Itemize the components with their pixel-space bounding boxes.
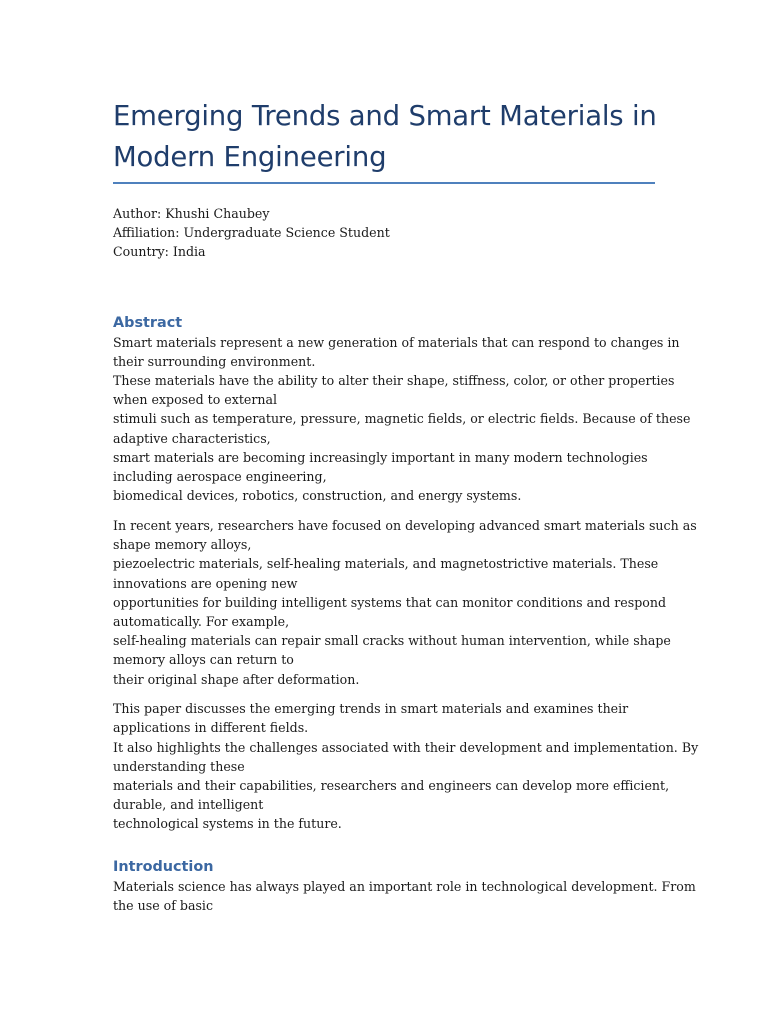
- text-line: piezoelectric materials, self-healing materials, and magnetostrictive materials. These: [113, 556, 659, 572]
- text-line: smart materials are becoming increasingly important in many modern technologies: [113, 449, 648, 465]
- text-line: biomedical devices, robotics, construction, and energy systems.: [113, 488, 522, 504]
- introduction-paragraph: [113, 877, 696, 915]
- text-line: These materials have the ability to alter their shape, stiffness, color, or other properties: [113, 373, 675, 389]
- text-line: including aerospace engineering,: [113, 469, 327, 485]
- text-line: Materials science has always played an important role in technological development. From: [113, 878, 696, 894]
- document-title: [113, 96, 655, 178]
- introduction-heading: Introduction: [113, 858, 214, 875]
- text-line: It also highlights the challenges associated with their development and implementation. By: [113, 739, 699, 755]
- text-line: stimuli such as temperature, pressure, magnetic fields, or electric fields. Because of these: [113, 411, 691, 427]
- text-line: their surrounding environment.: [113, 353, 316, 369]
- text-line: memory alloys can return to: [113, 652, 294, 668]
- abstract-paragraph: [113, 333, 691, 506]
- text-line: their original shape after deformation.: [113, 671, 360, 687]
- abstract-paragraph: [113, 516, 697, 689]
- text-line: automatically. For example,: [113, 613, 290, 629]
- text-line: This paper discusses the emerging trends in smart materials and examines their: [113, 701, 629, 717]
- text-line: durable, and intelligent: [113, 797, 264, 813]
- text-line: when exposed to external: [113, 392, 278, 408]
- text-line: Smart materials represent a new generation of materials that can respond to changes in: [113, 334, 680, 350]
- abstract-heading: Abstract: [113, 314, 183, 331]
- document-page: [113, 96, 699, 915]
- text-line: adaptive characteristics,: [113, 430, 271, 446]
- text-line: understanding these: [113, 758, 245, 774]
- text-line: innovations are opening new: [113, 575, 298, 591]
- text-line: shape memory alloys,: [113, 537, 252, 553]
- title-line: Modern Engineering: [113, 141, 387, 173]
- abstract-section: [113, 333, 699, 834]
- text-line: applications in different fields.: [113, 720, 309, 736]
- affiliation-line: Affiliation: Undergraduate Science Student: [113, 225, 390, 241]
- text-line: opportunities for building intelligent systems that can monitor conditions and respond: [113, 594, 667, 610]
- text-line: technological systems in the future.: [113, 816, 342, 832]
- text-line: In recent years, researchers have focused on developing advanced smart materials such as: [113, 517, 697, 533]
- text-line: materials and their capabilities, researchers and engineers can develop more efficient,: [113, 778, 670, 794]
- title-line: Emerging Trends and Smart Materials in: [113, 100, 657, 132]
- title-divider: [113, 182, 655, 184]
- text-line: the use of basic: [113, 897, 214, 913]
- country-line: Country: India: [113, 244, 206, 260]
- author-line: Author: Khushi Chaubey: [113, 206, 270, 221]
- author-block: [113, 204, 655, 262]
- text-line: self-healing materials can repair small cracks without human intervention, while shape: [113, 633, 671, 649]
- introduction-section: [113, 877, 696, 915]
- abstract-paragraph: [113, 699, 699, 833]
